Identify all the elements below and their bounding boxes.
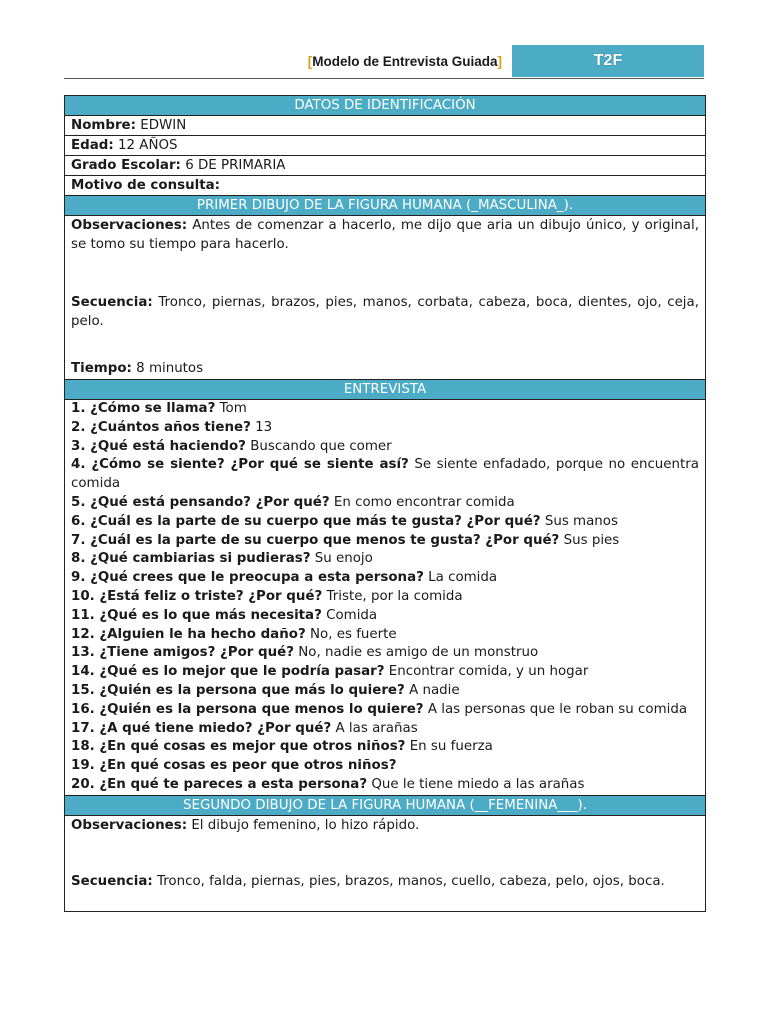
question-text: 7. ¿Cuál es la parte de su cuerpo que menos te gusta? ¿Por qué? bbox=[71, 532, 560, 548]
answer-text: Triste, por la comida bbox=[326, 588, 463, 604]
interview-question-item bbox=[71, 644, 699, 663]
interview-question-item bbox=[71, 513, 699, 532]
interview-question-item bbox=[71, 776, 699, 795]
interview-question-item bbox=[71, 626, 699, 645]
first-drawing-section bbox=[65, 216, 705, 380]
name-label: Nombre: bbox=[71, 118, 136, 133]
answer-text: La comida bbox=[428, 570, 498, 586]
first-drawing-heading: PRIMER DIBUJO DE LA FIGURA HUMANA (_MASCULINA_). bbox=[65, 196, 705, 216]
question-text: 8. ¿Qué cambiarias si pudieras? bbox=[71, 551, 311, 567]
interview-heading: ENTREVISTA bbox=[65, 380, 705, 400]
question-text: 18. ¿En qué cosas es mejor que otros niños? bbox=[71, 739, 406, 755]
second-sequence-value: Tronco, falda, piernas, pies, brazos, manos, cuello, cabeza, pelo, ojos, boca. bbox=[157, 873, 665, 889]
interview-question-item bbox=[71, 532, 699, 551]
question-text: 11. ¿Qué es lo que más necesita? bbox=[71, 607, 322, 623]
answer-text: En su fuerza bbox=[409, 739, 493, 755]
second-sequence-label: Secuencia: bbox=[71, 873, 153, 889]
answer-text: 13 bbox=[255, 419, 273, 435]
grade-label: Grado Escolar: bbox=[71, 158, 181, 173]
first-time-label: Tiempo: bbox=[71, 361, 132, 376]
answer-text: Sus manos bbox=[544, 513, 618, 529]
first-observations-value: Antes de comenzar a hacerlo, me dijo que aria un dibujo único, y original, se tomo su tiempo para hacerlo. bbox=[71, 218, 699, 252]
answer-text: No, nadie es amigo de un monstruo bbox=[298, 645, 539, 661]
question-text: 4. ¿Cómo se siente? ¿Por qué se siente así? bbox=[71, 457, 409, 473]
answer-text: A nadie bbox=[409, 682, 460, 698]
first-sequence-value: Tronco, piernas, brazos, pies, manos, corbata, cabeza, boca, dientes, ojo, ceja, pelo. bbox=[71, 295, 699, 329]
answer-text: Comida bbox=[326, 607, 378, 623]
grade-row bbox=[65, 156, 705, 176]
second-drawing-section bbox=[65, 816, 705, 911]
interview-question-item bbox=[71, 438, 699, 457]
answer-text: Que le tiene miedo a las arañas bbox=[371, 776, 585, 792]
question-text: 10. ¿Está feliz o triste? ¿Por qué? bbox=[71, 588, 323, 604]
interview-question-item bbox=[71, 701, 699, 720]
interview-question-item bbox=[71, 419, 699, 438]
title-bracket-close: ] bbox=[497, 54, 502, 69]
question-text: 15. ¿Quién es la persona que más lo quiere? bbox=[71, 682, 405, 698]
header-divider bbox=[64, 78, 704, 79]
interview-question-item bbox=[71, 682, 699, 701]
question-text: 12. ¿Alguien le ha hecho daño? bbox=[71, 626, 306, 642]
answer-text: Tom bbox=[219, 401, 247, 416]
question-text: 6. ¿Cuál es la parte de su cuerpo que más te gusta? ¿Por qué? bbox=[71, 513, 541, 529]
interview-question-item bbox=[71, 738, 699, 757]
grade-value: 6 DE PRIMARIA bbox=[185, 158, 286, 173]
age-value: 12 AÑOS bbox=[117, 138, 178, 153]
title-bracket-open: [ bbox=[307, 54, 313, 69]
interview-question-item bbox=[71, 569, 699, 588]
age-label: Edad: bbox=[71, 138, 114, 153]
question-text: 9. ¿Qué crees que le preocupa a esta persona? bbox=[71, 570, 424, 586]
question-text: 2. ¿Cuántos años tiene? bbox=[71, 419, 251, 435]
answer-text: En como encontrar comida bbox=[333, 494, 515, 510]
first-time-value: 8 minutos bbox=[136, 361, 204, 376]
second-observations-value: El dibujo femenino, lo hizo rápido. bbox=[191, 817, 420, 833]
first-sequence bbox=[71, 294, 699, 360]
interview-form bbox=[64, 95, 706, 912]
name-value: EDWIN bbox=[140, 118, 187, 133]
reason-row bbox=[65, 176, 705, 196]
question-text: 1. ¿Cómo se llama? bbox=[71, 401, 216, 416]
question-text: 14. ¿Qué es lo mejor que le podría pasar? bbox=[71, 664, 385, 680]
interview-question-item bbox=[71, 663, 699, 682]
answer-text: Se siente enfadado, porque no encuentra comida bbox=[71, 457, 699, 492]
reason-label: Motivo de consulta: bbox=[71, 178, 220, 193]
question-text: 5. ¿Qué está pensando? ¿Por qué? bbox=[71, 494, 330, 510]
age-row bbox=[65, 136, 705, 156]
first-observations-label: Observaciones: bbox=[71, 218, 188, 233]
question-text: 17. ¿A qué tiene miedo? ¿Por qué? bbox=[71, 720, 332, 736]
first-sequence-label: Secuencia: bbox=[71, 295, 153, 310]
interview-section bbox=[65, 400, 705, 796]
second-observations-label: Observaciones: bbox=[71, 817, 188, 833]
interview-question-item bbox=[71, 456, 699, 494]
question-text: 16. ¿Quién es la persona que menos lo quiere? bbox=[71, 701, 424, 717]
first-time bbox=[71, 360, 699, 379]
answer-text: Buscando que comer bbox=[250, 438, 392, 454]
form-code-badge: T2F bbox=[512, 45, 704, 77]
answer-text: Su enojo bbox=[314, 551, 373, 567]
answer-text: Sus pies bbox=[563, 532, 620, 548]
answer-text: No, es fuerte bbox=[310, 626, 397, 642]
interview-question-item bbox=[71, 607, 699, 626]
second-observations bbox=[71, 816, 699, 873]
interview-question-item bbox=[71, 400, 699, 419]
interview-question-item bbox=[71, 757, 699, 776]
interview-question-item bbox=[71, 494, 699, 513]
answer-text: A las personas que le roban su comida bbox=[427, 701, 688, 717]
question-text: 3. ¿Qué está haciendo? bbox=[71, 438, 246, 454]
title-text: Modelo de Entrevista Guiada bbox=[312, 54, 498, 69]
identification-heading: DATOS DE IDENTIFICACIÓN bbox=[65, 96, 705, 116]
second-sequence bbox=[71, 873, 699, 911]
first-observations bbox=[71, 216, 699, 294]
document-header bbox=[64, 45, 704, 78]
question-text: 13. ¿Tiene amigos? ¿Por qué? bbox=[71, 645, 295, 661]
second-drawing-heading: SEGUNDO DIBUJO DE LA FIGURA HUMANA (__FEMENINA___). bbox=[65, 796, 705, 816]
interview-question-item bbox=[71, 588, 699, 607]
interview-question-item bbox=[71, 550, 699, 569]
interview-question-item bbox=[71, 720, 699, 739]
name-row bbox=[65, 116, 705, 136]
answer-text: A las arañas bbox=[335, 720, 418, 736]
question-text: 19. ¿En qué cosas es peor que otros niños? bbox=[71, 758, 397, 774]
answer-text: Encontrar comida, y un hogar bbox=[388, 664, 589, 680]
question-text: 20. ¿En qué te pareces a esta persona? bbox=[71, 776, 368, 792]
document-title bbox=[308, 54, 502, 69]
